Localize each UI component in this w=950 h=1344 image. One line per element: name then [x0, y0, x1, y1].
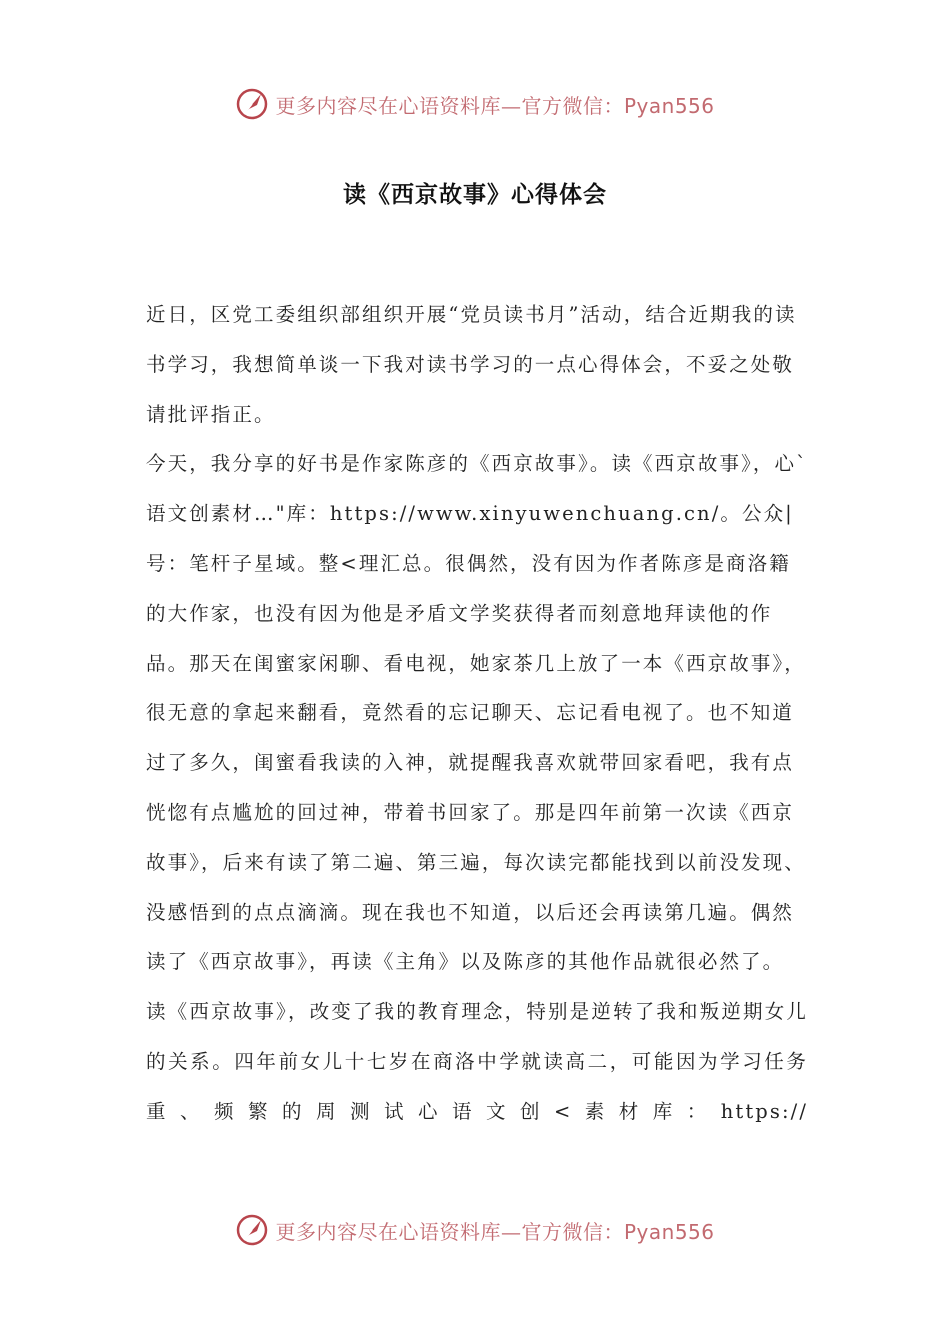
paragraph: 今天，我分享的好书是作家陈彦的《西京故事》。读《西京故事》，心`语文创素材…"库：https://www.xinyuwenchuang.cn/。公众|号：笔杆子星域。整<理汇总。很偶然，没有因为作者陈彦是商洛籍的大作家，也没有因为他是矛盾文学奖获得者而刻意地拜读他的作品。那天在闺蜜家闲聊、看电视，她家茶几上放了一本《西京故事》，很无意的拿起来翻看，竟然看的忘记聊天、忘记看电视了。也不知道过了多久，闺蜜看我读的入神，就提醒我喜欢就带回家看吧，我有点恍惚有点尴尬的回过神，带着书回家了。那是四年前第一次读《西京故事》，后来有读了第二遍、第三遍，每次读完都能找到以前没发现、没感悟到的点点滴滴。现在我也不知道，以后还会再读第几遍。偶然读了《西京故事》，再读《主角》以及陈彦的其他作品就很必然了。: [146, 452, 808, 974]
quill-logo-icon: [235, 87, 269, 121]
document-title: 读《西京故事》心得体会: [343, 181, 607, 208]
header-watermark: [0, 82, 950, 126]
quill-logo-icon: [235, 1213, 269, 1247]
watermark-text: 更多内容尽在心语资料库—官方微信：Pyan556: [275, 1219, 715, 1244]
watermark-handle: Pyan556: [623, 93, 715, 118]
watermark-handle: Pyan556: [623, 1219, 715, 1244]
paragraph: 近日，区党工委组织部组织开展“党员读书月”活动，结合近期我的读书学习，我想简单谈一下我对读书学习的一点心得体会，不妥之处敬请批评指正。: [146, 303, 797, 426]
footer-watermark: [0, 1208, 950, 1252]
document-body: [146, 290, 808, 1137]
paragraph: 读《西京故事》，改变了我的教育理念，特别是逆转了我和叛逆期女儿的关系。四年前女儿十七岁在商洛中学就读高二，可能因为学习任务重、频繁的周测试心语文创<素材库：https://: [146, 1000, 808, 1123]
watermark-text: 更多内容尽在心语资料库—官方微信：Pyan556: [275, 93, 715, 118]
